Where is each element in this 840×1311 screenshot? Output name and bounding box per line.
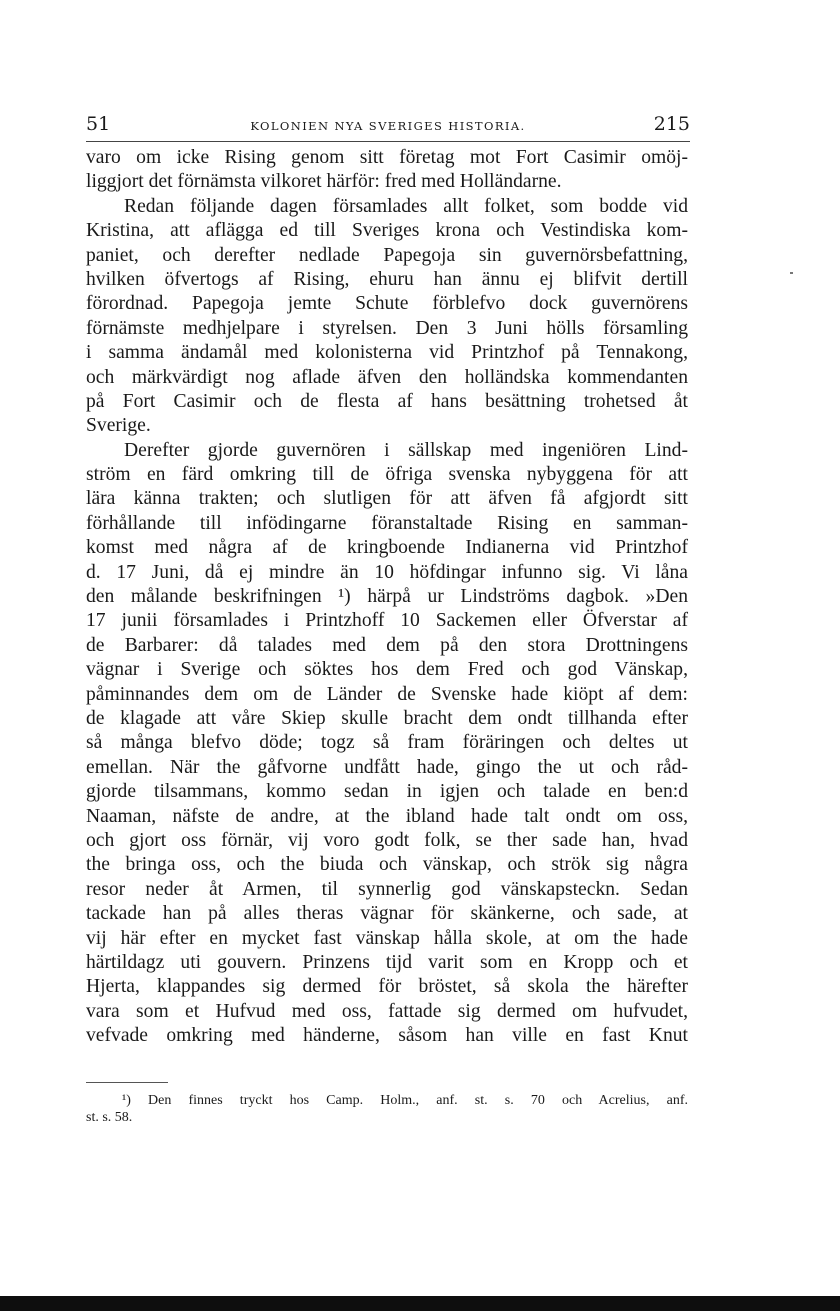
- text-line: the bringa oss, och the biuda och vänskap, och strök sig några: [86, 854, 688, 876]
- text-line: på Fort Casimir och de flesta af hans besättning trohetsed åt: [86, 390, 688, 412]
- header-rule: [86, 141, 690, 142]
- text-line: de klagade att våre Skiep skulle bracht dem ondt tillhanda efter: [86, 707, 688, 729]
- text-line: paniet, och derefter nedlade Papegoja sin guvernörsbefattning,: [86, 244, 688, 266]
- text-line: vara som et Hufvud med oss, fattade sig dermed om hufvudet,: [86, 1000, 688, 1022]
- text-line: härtildagz uti gouvern. Prinzens tijd varit som en Kropp och et: [86, 951, 688, 973]
- text-line: 17 junii församlades i Printzhoff 10 Sackemen eller Öfverstar af: [86, 610, 688, 632]
- text-line: hvilken öfvertogs af Rising, ehuru han ännu ej blifvit dertill: [86, 268, 688, 290]
- footnote-line: ¹) Den finnes tryckt hos Camp. Holm., anf. st. s. 70 och Acrelius, anf.: [122, 1093, 688, 1108]
- page-header: [86, 113, 690, 139]
- scan-edge-band: [0, 1296, 840, 1311]
- text-line: resor neder åt Armen, til synnerlig god vänskapsteckn. Sedan: [86, 878, 688, 900]
- text-line: Derefter gjorde guvernören i sällskap med ingeniören Lind-: [124, 439, 688, 461]
- text-line: förhållande till infödingarne föranstaltade Rising en samman-: [86, 512, 688, 534]
- text-line: emellan. När the gåfvorne undfått hade, gingo the ut och råd-: [86, 756, 688, 778]
- text-line: så många blefvo döde; togz så fram föräringen och deltes ut: [86, 732, 688, 754]
- text-line: de Barbarer: då talades med dem på den stora Drottningens: [86, 634, 688, 656]
- footnote-line: st. s. 58.: [86, 1110, 133, 1125]
- text-line: vägnar i Sverige och söktes hos dem Fred och god Vänskap,: [86, 659, 688, 681]
- text-line: påminnandes dem om de Länder de Svenske hade kiöpt af dem:: [86, 683, 688, 705]
- signature-mark: 51: [86, 113, 111, 135]
- text-line: i samma ändamål med kolonisterna vid Printzhof på Tennakong,: [86, 342, 688, 364]
- footnote-rule: [86, 1082, 168, 1083]
- text-line: gjorde tilsammans, kommo sedan in igjen och talade en ben:d: [86, 781, 688, 803]
- text-line: förordnad. Papegoja jemte Schute förblefvo dock guvernörens: [86, 293, 688, 315]
- text-line: liggjort det förnämsta vilkoret härför: fred med Holländarne.: [86, 171, 562, 193]
- text-line: ström en färd omkring till de öfriga svenska nybyggena för att: [86, 464, 688, 486]
- text-line: Naaman, näfste de andre, at the ibland hade talt ondt om oss,: [86, 805, 688, 827]
- text-line: d. 17 Juni, då ej mindre än 10 höfdingar infunno sig. Vi låna: [86, 561, 688, 583]
- margin-speck: [790, 272, 793, 274]
- running-title: KOLONIEN NYA SVERIGES HISTORIA.: [250, 119, 526, 133]
- text-line: Sverige.: [86, 415, 151, 437]
- body-text: [86, 146, 688, 1048]
- text-line: och märkvärdigt nog aflade äfven den holländska kommendanten: [86, 366, 688, 388]
- text-line: Redan följande dagen församlades allt folket, som bodde vid: [124, 195, 688, 217]
- text-line: vefvade omkring med händerne, såsom han ville en fast Knut: [86, 1025, 688, 1047]
- page-number: 215: [653, 113, 690, 135]
- text-line: varo om icke Rising genom sitt företag mot Fort Casimir omöj-: [86, 147, 688, 168]
- text-line: Hjerta, klappandes sig dermed för bröstet, så skola the härefter: [86, 976, 688, 998]
- footnote: [86, 1092, 688, 1126]
- text-line: förnämste medhjelpare i styrelsen. Den 3 Juni hölls församling: [86, 317, 688, 339]
- text-line: lära känna trakten; och slutligen för att äfven få afgjordt sitt: [86, 488, 688, 510]
- text-line: Kristina, att aflägga ed till Sveriges krona och Vestindiska kom-: [86, 220, 688, 242]
- text-line: vij här efter en mycket fast vänskap hålla skole, at om the hade: [86, 927, 688, 949]
- text-line: tackade han på alles theras vägnar för skänkerne, och sade, at: [86, 903, 688, 925]
- text-line: den målande beskrifningen ¹) härpå ur Lindströms dagbok. »Den: [86, 586, 688, 608]
- text-line: och gjort oss förnär, vij voro godt folk, se ther sade han, hvad: [86, 829, 688, 851]
- text-line: komst med några af de kringboende Indianerna vid Printzhof: [86, 537, 688, 559]
